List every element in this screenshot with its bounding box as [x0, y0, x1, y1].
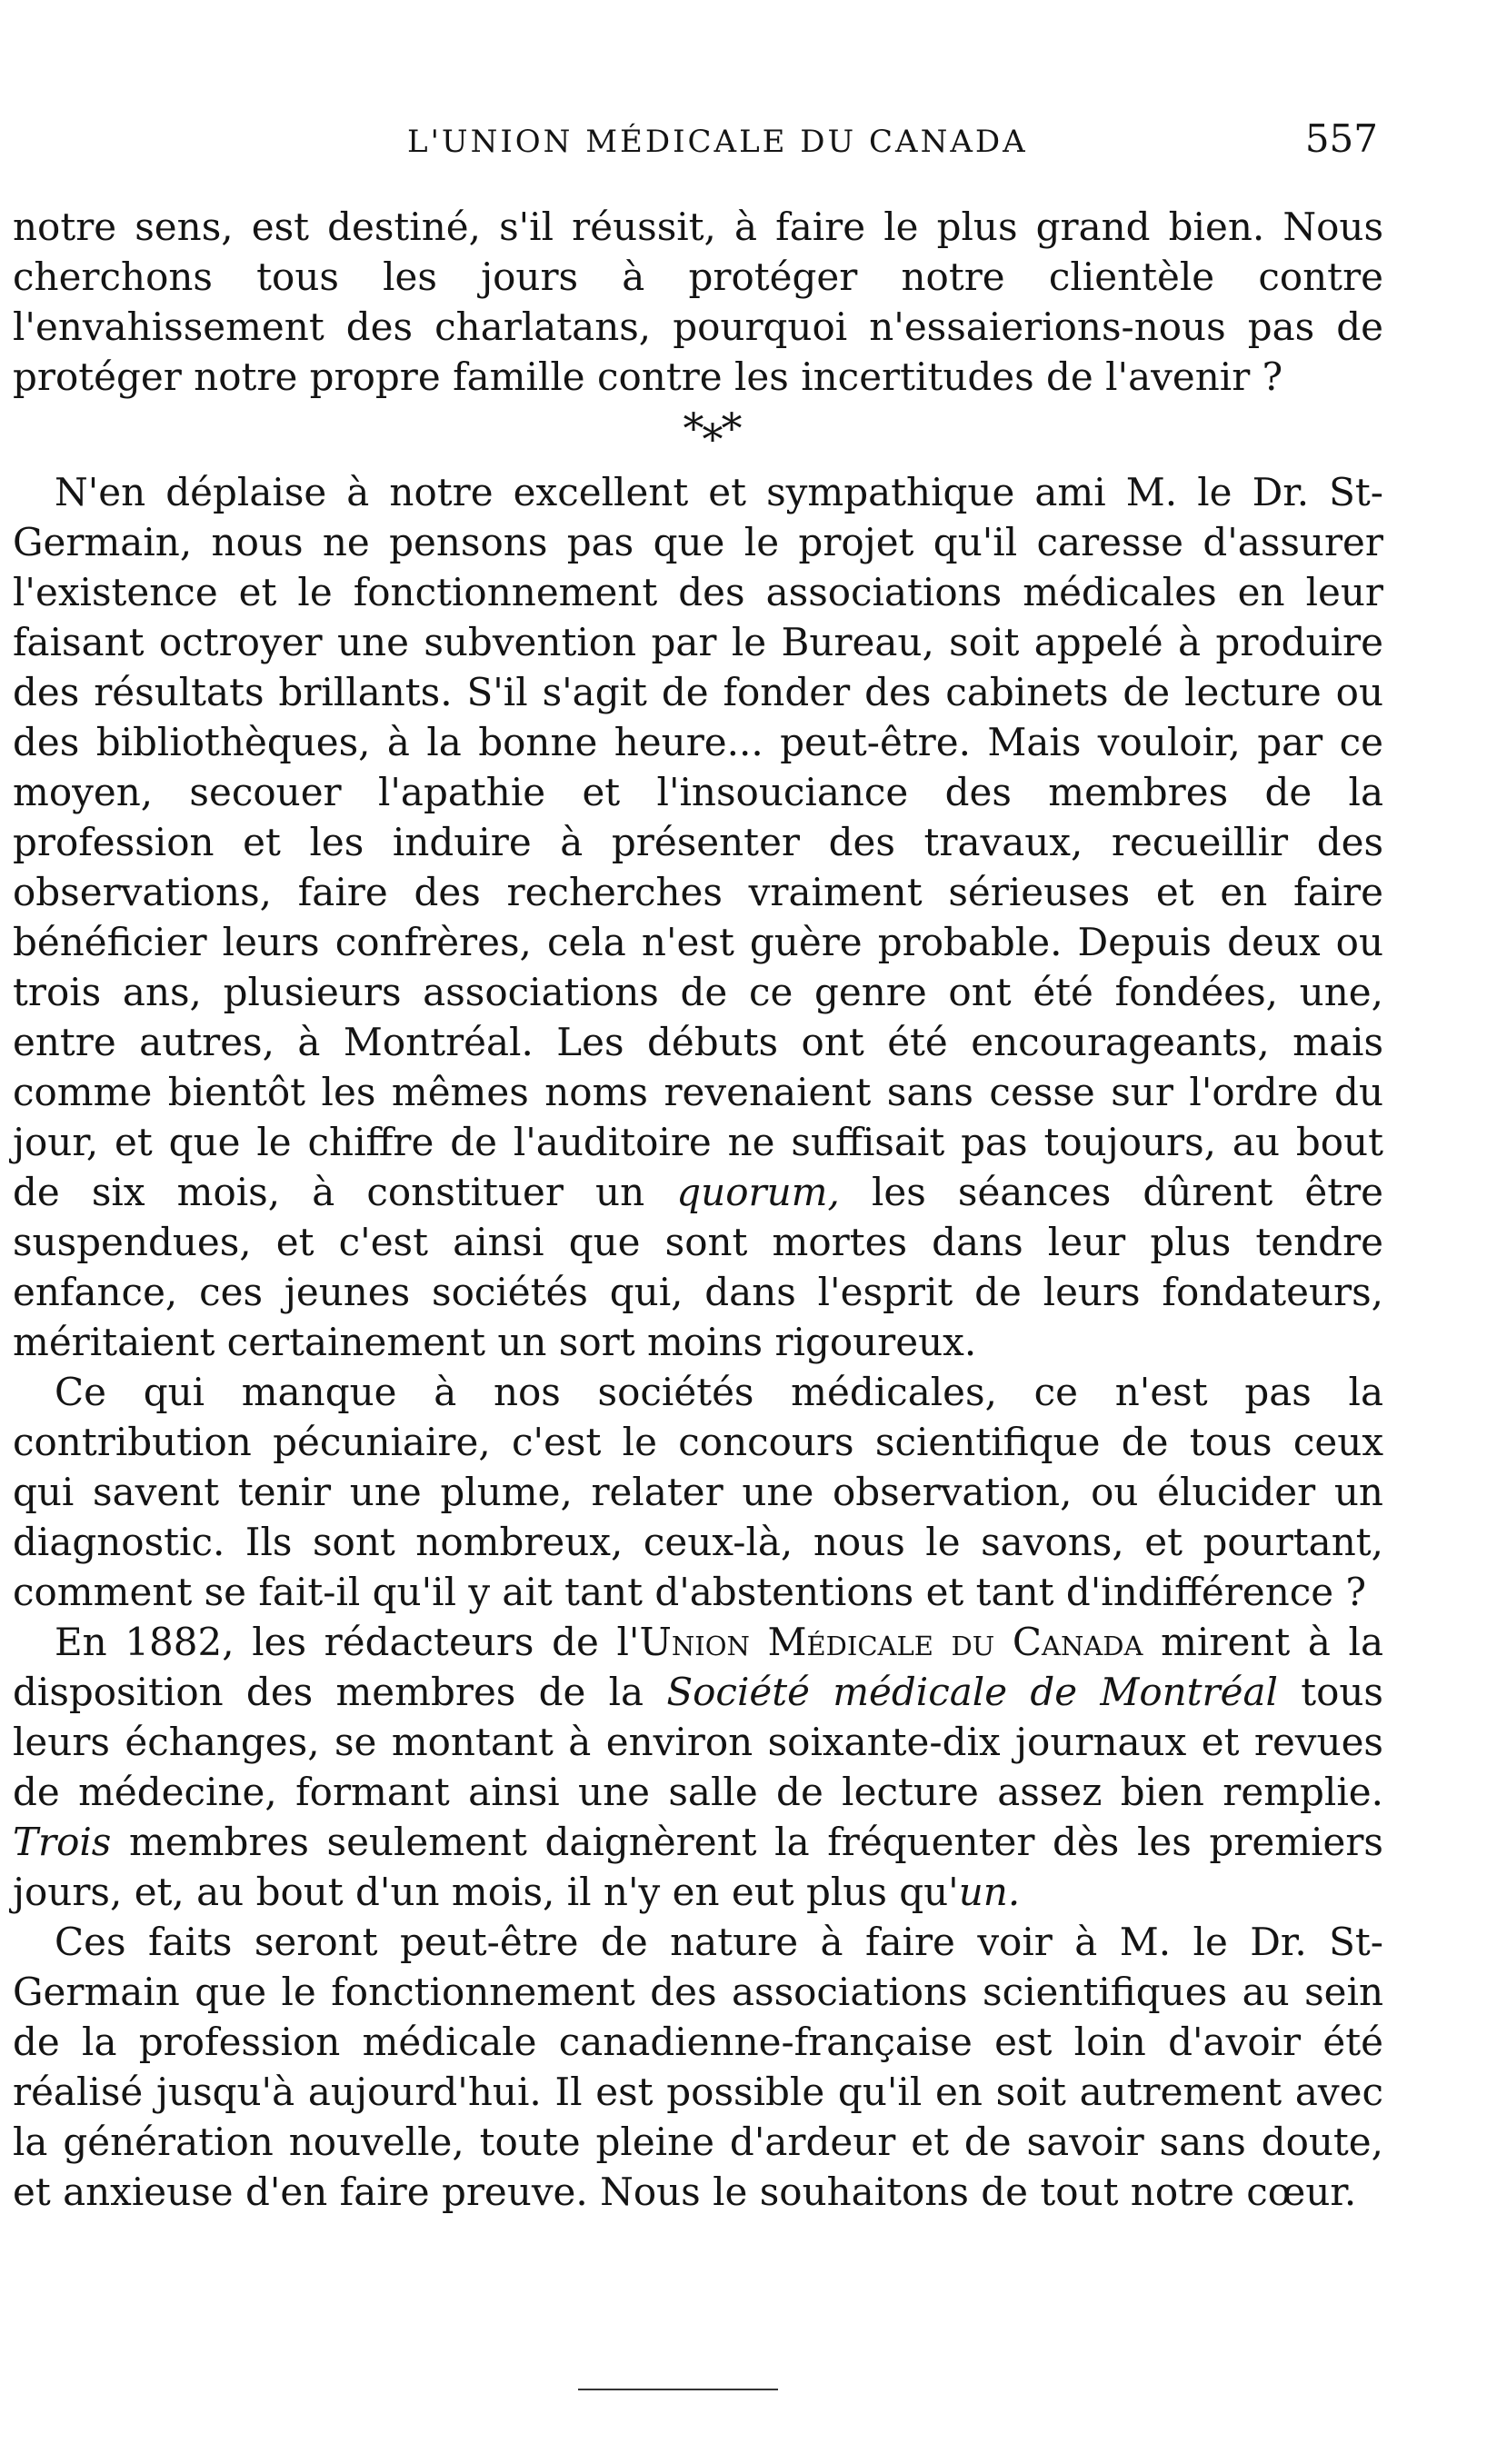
paragraph-continuation: notre sens, est destiné, s'il réussit, à faire le plus grand bien. Nous cherchons tous les jours à protéger notre clientèle contre l'envahissement des charlatans, pourquoi n'essaierions-nous pas de protéger notre propre famille contre les incertitudes de l'avenir ? — [13, 205, 1383, 399]
paragraph-text: les séances dûrent être suspendues, et c'est ainsi que sont mortes dans leur plus tendre enfance, ces jeunes sociétés qui, dans l'esprit de leurs fondateurs, méritaient certainement un sort moins rigoureux. — [13, 1170, 1384, 1364]
asterism-separator: *** — [683, 404, 741, 464]
paragraph-text: N'en déplaise à notre excellent et sympathique ami M. le Dr. St-Germain, nous ne pensons pas que le projet qu'il caresse d'assurer l'existence et le fonctionnement des associations médicales en leur faisant octroyer une subvention par le Bureau, soit appelé à produire des résultats brillants. S'il s'agit de fonder des cabinets de lecture ou des bibliothèques, à la bonne heure... peut-être. Mais vouloir, par ce moyen, secouer l'apathie et l'insouciance des membres de la profession et les induire à présenter des travaux, recueillir des observations, faire des recherches vraiment sérieuses et en faire bénéficier leurs confrères, cela n'est guère probable. Depuis deux ou trois ans, plusieurs associations de ce genre ont été fondées, une, entre autres, à Montréal. Les débuts ont été encourageants, mais comme bientôt les mêmes noms revenaient sans cesse sur l'ordre du jour, et que le chiffre de l'auditoire ne suffisait pas toujours, au bout de six mois, à constituer un — [13, 470, 1383, 1214]
paragraph-text: membres seulement daignèrent la fréquenter dès les premiers jours, et, au bout d'un mois, il n'y en eut plus qu' — [13, 1820, 1383, 1914]
emphasis-trois: Trois — [13, 1820, 112, 1864]
society-name: Société médicale de Montréal — [666, 1670, 1278, 1714]
paragraph-text: tous leurs échanges, se montant à environ soixante-dix journaux et revues de médecine, formant ainsi une salle de lecture assez bien remplie. — [13, 1670, 1383, 1814]
article-body — [13, 202, 1383, 2217]
paragraph-conclusion: Ces faits seront peut-être de nature à faire voir à M. le Dr. St-Germain que le fonctionnement des associations scientifiques au sein de la profession médicale canadienne-française est loin d'avoir été réalisé jusqu'à aujourd'hui. Il est possible qu'il en soit autrement avec la génération nouvelle, toute pleine d'ardeur et de savoir sans doute, et anxieuse d'en faire preuve. Nous le souhaitons de tout notre cœur. — [13, 1920, 1383, 2214]
paragraph-text: En 1882, les rédacteurs de l' — [55, 1620, 640, 1664]
paragraph-text: mirent à la disposition des membres de la — [13, 1620, 1384, 1714]
journal-name: Union Médicale du Canada — [639, 1620, 1143, 1664]
emphasis-un: un. — [958, 1870, 1021, 1914]
paragraph-1882 — [13, 1617, 1383, 1917]
journal-title: L'UNION MÉDICALE DU CANADA — [407, 124, 1028, 160]
paragraph-societies: Ce qui manque à nos sociétés médicales, ce n'est pas la contribution pécuniaire, c'est le concours scientifique de tous ceux qui savent tenir une plume, relater une observation, ou élucider un diagnostic. Ils sont nombreux, ceux-là, nous le savons, et pourtant, comment se fait-il qu'il y ait tant d'abstentions et tant d'indifférence ? — [13, 1370, 1383, 1614]
page-number: 557 — [1304, 116, 1378, 161]
running-head — [0, 116, 1487, 171]
quorum-term: quorum, — [676, 1170, 840, 1214]
paragraph-st-germain — [13, 467, 1383, 1367]
end-rule — [578, 2389, 778, 2390]
